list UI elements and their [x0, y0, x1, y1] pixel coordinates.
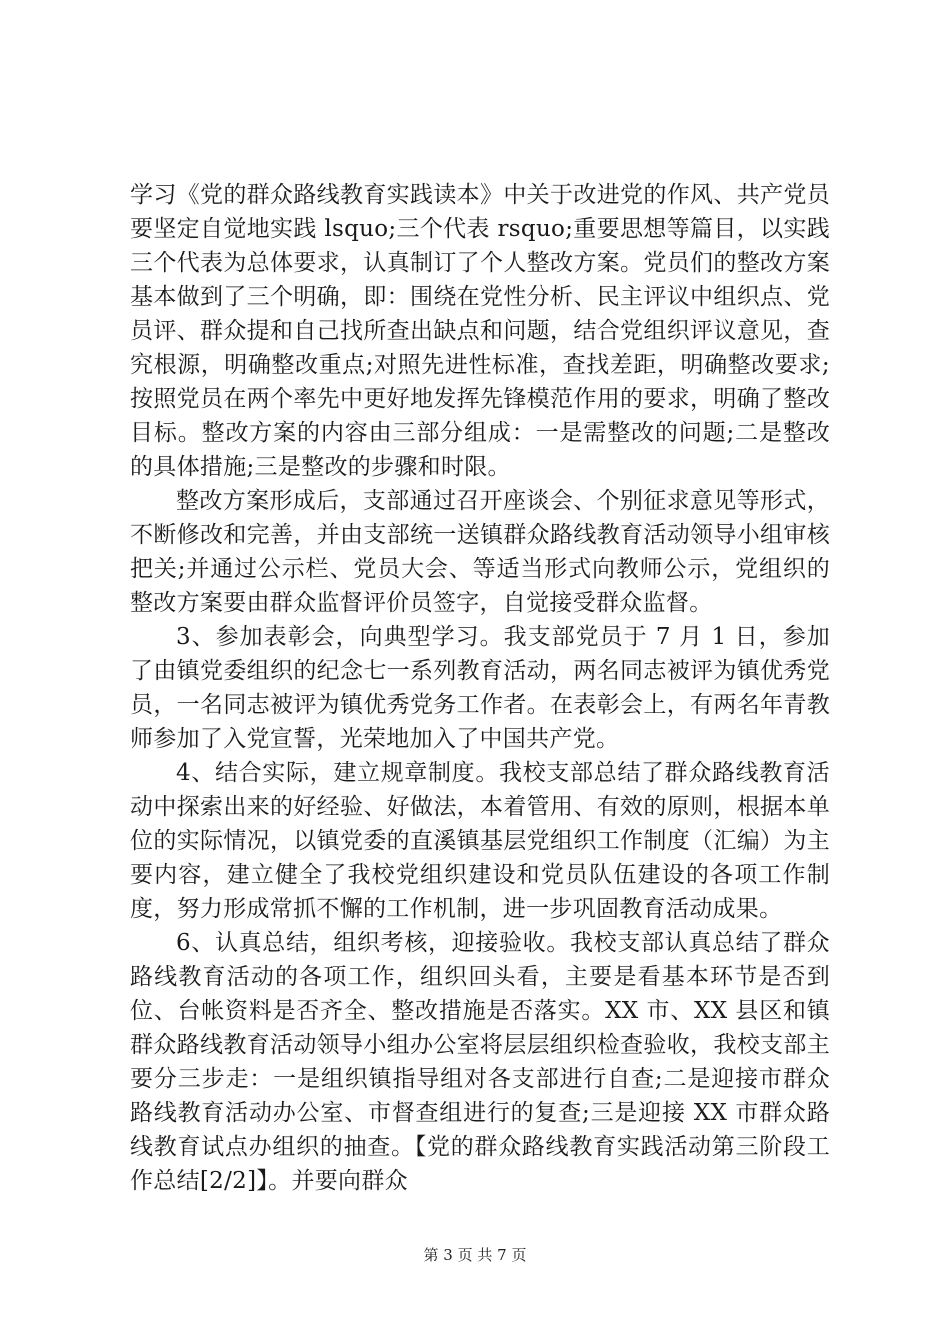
paragraph-1: 学习《党的群众路线教育实践读本》中关于改进党的作风、共产党员要坚定自觉地实践 lsquo;三个代表 rsquo;重要思想等篇目，以实践三个代表为总体要求，认真制订了个人整改方案。党员们的整改方案基本做到了三个明确，即：围绕在党性分析、民主评议中组织点、党员评、群众提和自己找所查出缺点和问题，结合党组织评议意见，查究根源，明确整改重点;对照先进性标准，查找差距，明确整改要求;按照党员在两个率先中更好地发挥先锋模范作用的要求，明确了整改目标。整改方案的内容由三部分组成：一是需整改的问题;二是整改的具体措施;三是整改的步骤和时限。 [130, 182, 830, 480]
paragraph-5: 6、认真总结，组织考核，迎接验收。我校支部认真总结了群众路线教育活动的各项工作，组织回头看，主要是看基本环节是否到位、台帐资料是否齐全、整改措施是否落实。XX 市、XX 县区和镇群众路线教育活动领导小组办公室将层层组织检查验收，我校支部主要分三步走：一是组织镇指导组对各支部进行自查;二是迎接市群众路线教育活动办公室、市督查组进行的复查;三是迎接 XX 市群众路线教育试点办组织的抽查。【党的群众路线教育实践活动第三阶段工作总结[2/2]】。并要向群众 [130, 930, 830, 1194]
document-body [130, 178, 830, 1198]
paragraph-2: 整改方案形成后，支部通过召开座谈会、个别征求意见等形式，不断修改和完善，并由支部统一送镇群众路线教育活动领导小组审核把关;并通过公示栏、党员大会、等适当形式向教师公示，党组织的整改方案要由群众监督评价员签字，自觉接受群众监督。 [130, 488, 830, 616]
paragraph-4: 4、结合实际，建立规章制度。我校支部总结了群众路线教育活动中探索出来的好经验、好做法，本着管用、有效的原则，根据本单位的实际情况，以镇党委的直溪镇基层党组织工作制度（汇编）为主要内容，建立健全了我校党组织建设和党员队伍建设的各项工作制度，努力形成常抓不懈的工作机制，进一步巩固教育活动成果。 [130, 760, 830, 922]
paragraph-3: 3、参加表彰会，向典型学习。我支部党员于 7 月 1 日，参加了由镇党委组织的纪念七一系列教育活动，两名同志被评为镇优秀党员，一名同志被评为镇优秀党务工作者。在表彰会上，有两名年青教师参加了入党宣誓，光荣地加入了中国共产党。 [130, 624, 830, 752]
page-number-footer: 第 3 页 共 7 页 [423, 1246, 527, 1264]
